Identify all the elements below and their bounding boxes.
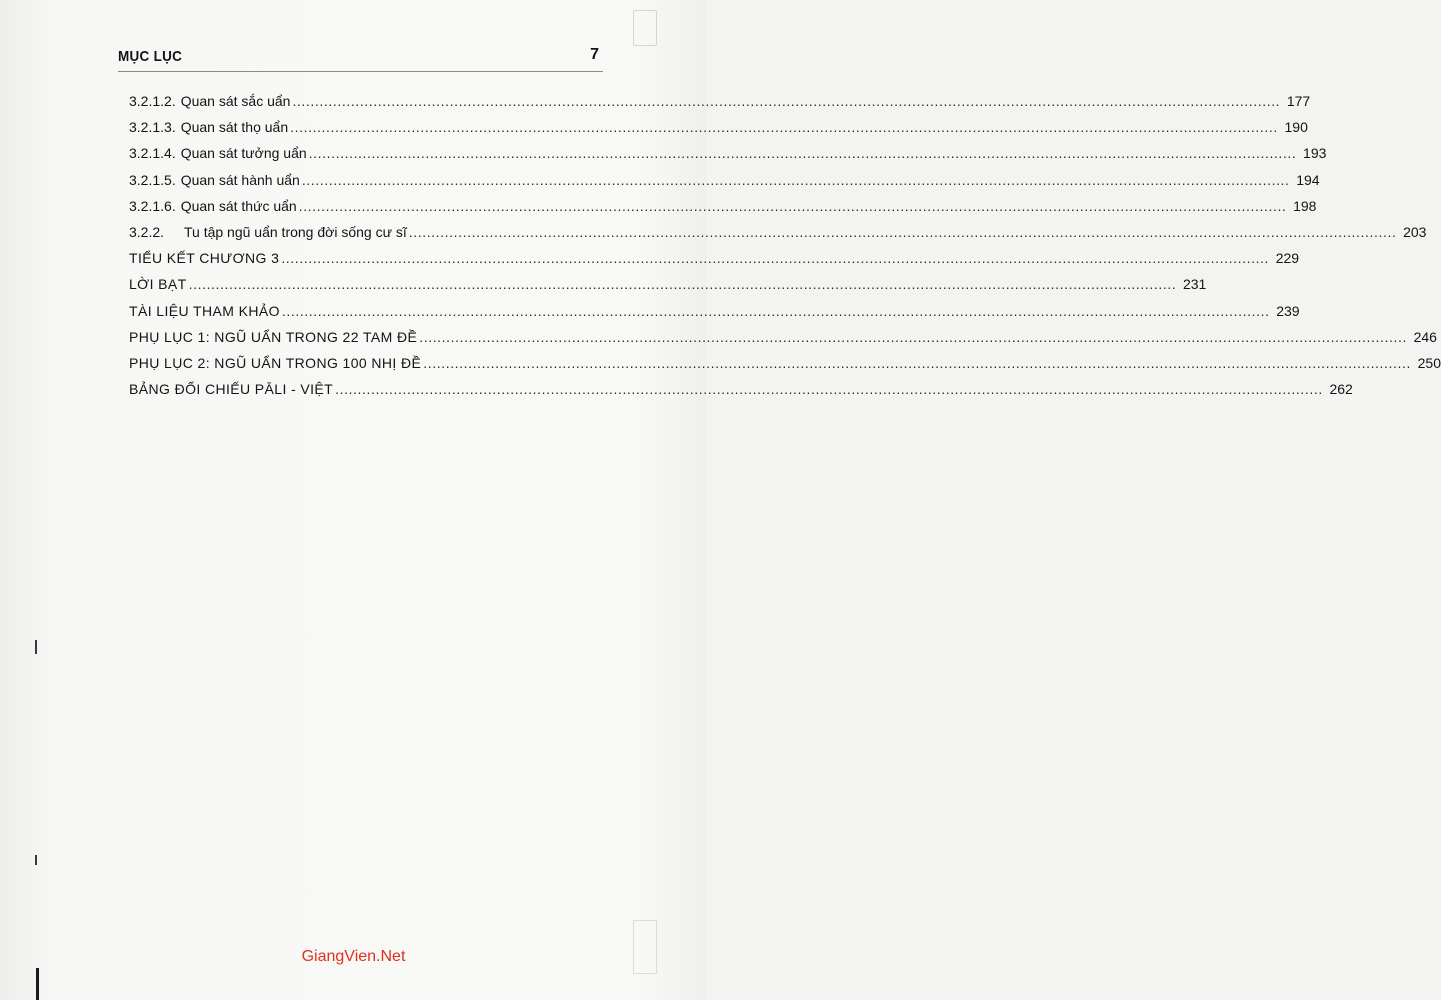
toc-entry-page: 250 — [1417, 354, 1441, 371]
toc-entry[interactable] — [129, 223, 1427, 250]
toc-entry-title: TIỂU KẾT CHƯƠNG 3 — [129, 250, 280, 267]
footer-site-link[interactable]: GiangVien.Net — [301, 948, 406, 965]
toc-entry-page: 190 — [1284, 119, 1308, 136]
table-of-contents — [129, 93, 1441, 407]
page-tab-mark — [633, 10, 657, 46]
toc-entry[interactable] — [129, 354, 1441, 381]
toc-entry-page: 229 — [1275, 250, 1300, 267]
toc-entry[interactable] — [129, 119, 1308, 145]
toc-entry[interactable] — [129, 145, 1327, 171]
toc-entry[interactable] — [129, 197, 1317, 224]
dot-leader: ............................................................................................................................................................................................................................ — [308, 145, 1297, 162]
toc-entry-title: TÀI LIỆU THAM KHẢO — [129, 302, 280, 319]
toc-entry[interactable] — [129, 250, 1300, 276]
dot-leader: ............................................................................................................................................................................................................................ — [281, 302, 1270, 319]
scan-mark — [35, 640, 37, 654]
toc-entry-number: 3.2.1.4. — [129, 145, 176, 162]
page-number: 7 — [590, 46, 599, 63]
toc-entry[interactable] — [129, 276, 1207, 302]
toc-entry-page: 203 — [1403, 223, 1427, 240]
toc-entry-number: 3.2.2. — [129, 223, 165, 240]
toc-entry[interactable] — [129, 381, 1353, 407]
toc-entry-title: Quan sát thọ uẩn — [180, 119, 289, 136]
toc-entry-page: 239 — [1276, 302, 1300, 319]
toc-entry-title: Quan sát thức uẩn — [180, 197, 297, 214]
dot-leader: ............................................................................................................................................................................................................................ — [298, 197, 1287, 214]
toc-entry-title: Tu tập ngũ uẩn trong đời sống cư sĩ — [184, 223, 407, 240]
dot-leader: ............................................................................................................................................................................................................................ — [188, 276, 1177, 293]
binding-edge-mark — [36, 968, 39, 1000]
page-tab-mark — [633, 920, 657, 974]
dot-leader: ............................................................................................................................................................................................................................ — [335, 381, 1323, 398]
dot-leader: ............................................................................................................................................................................................................................ — [423, 354, 1411, 371]
toc-entry[interactable] — [129, 171, 1320, 198]
toc-entry-page: 193 — [1303, 145, 1327, 162]
dot-leader: ............................................................................................................................................................................................................................ — [301, 171, 1290, 188]
header-divider — [118, 71, 603, 72]
section-title: MỤC LỤC — [118, 48, 183, 65]
dot-leader: ............................................................................................................................................................................................................................ — [292, 93, 1281, 109]
scan-mark — [35, 855, 37, 865]
toc-entry-number: 3.2.1.6. — [129, 197, 176, 214]
toc-entry-title: Quan sát sắc uẩn — [180, 93, 291, 109]
toc-entry-title: Quan sát hành uẩn — [180, 171, 300, 188]
toc-entry-page: 177 — [1286, 93, 1311, 109]
toc-entry-title: LỜI BẠT — [129, 276, 187, 293]
dot-leader: ............................................................................................................................................................................................................................ — [281, 250, 1270, 267]
toc-entry-number: 3.2.1.2. — [129, 93, 176, 109]
toc-entry-page: 194 — [1296, 171, 1320, 188]
toc-entry[interactable] — [129, 302, 1300, 329]
dot-leader: ............................................................................................................................................................................................................................ — [419, 328, 1407, 345]
toc-entry-page: 262 — [1329, 381, 1353, 398]
toc-entry-page: 246 — [1413, 328, 1437, 345]
toc-entry-title: PHỤ LỤC 1: NGŨ UẨN TRONG 22 TAM ĐỀ — [129, 328, 418, 345]
toc-entry[interactable] — [129, 328, 1437, 355]
toc-entry-title: BẢNG ĐỐI CHIẾU PĀLI - VIỆT — [129, 381, 334, 398]
toc-entry-page: 198 — [1293, 197, 1317, 214]
toc-entry-title: Quan sát tưởng uẩn — [180, 145, 307, 162]
dot-leader: ............................................................................................................................................................................................................................ — [290, 119, 1278, 136]
toc-entry-page: 231 — [1182, 276, 1207, 293]
toc-entry-number: 3.2.1.5. — [129, 171, 176, 188]
toc-entry-number: 3.2.1.3. — [129, 119, 176, 136]
toc-entry-title: PHỤ LỤC 2: NGŨ UẨN TRONG 100 NHỊ ĐỀ — [129, 354, 422, 371]
page-header — [118, 40, 603, 70]
dot-leader: ............................................................................................................................................................................................................................ — [408, 223, 1397, 240]
toc-entry[interactable] — [129, 93, 1311, 119]
